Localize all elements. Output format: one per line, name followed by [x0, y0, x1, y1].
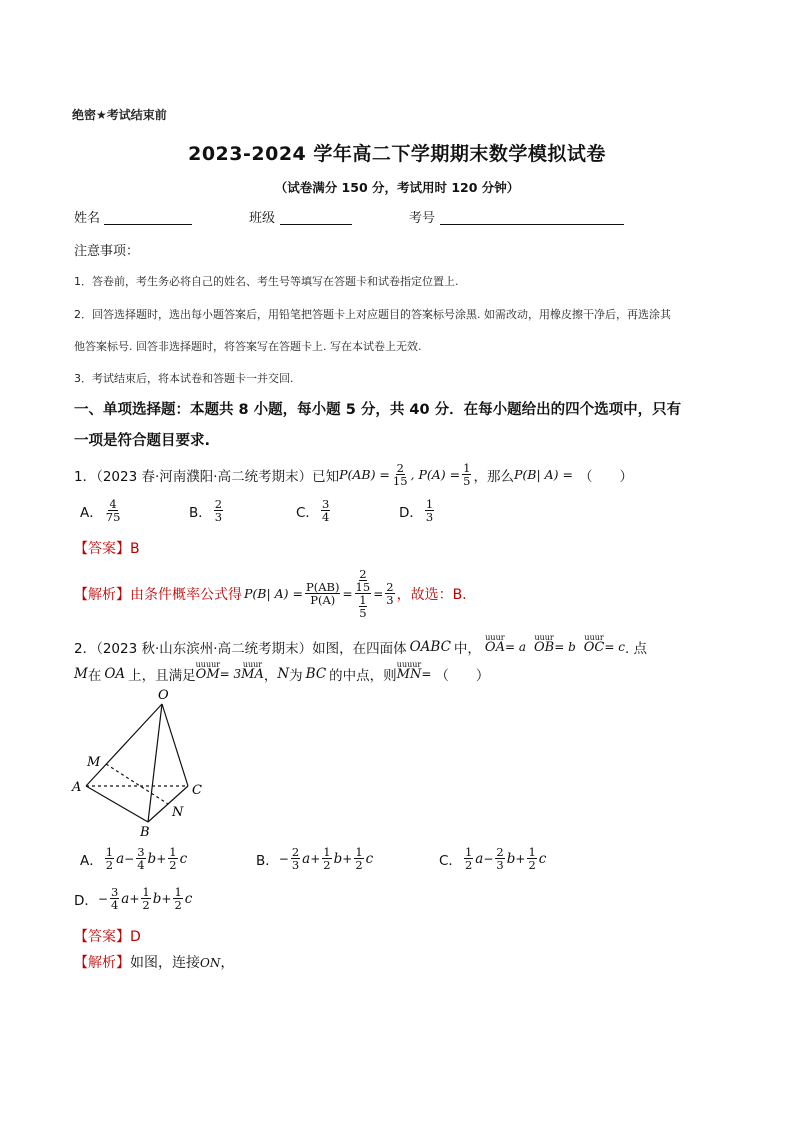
class-label: 班级: [249, 211, 276, 226]
q2-option-b[interactable]: B． − $\frac{2}{3}$ a + $\frac{1}{2}$ b + $\frac{1}{2}$ c: [256, 845, 374, 873]
question-1: [74, 462, 633, 487]
name-field[interactable]: [104, 224, 192, 225]
label-m: M: [87, 755, 101, 770]
id-field[interactable]: [440, 224, 624, 225]
id-label: 考号: [409, 211, 436, 226]
q2-option-d[interactable]: D． − $\frac{3}{4}$ a + $\frac{1}{2}$ b + $\frac{1}{2}$ c: [74, 885, 193, 913]
exam-title: 2023-2024 学年高二下学期期末数学模拟试卷: [188, 143, 606, 165]
q1-option-a[interactable]: A． $\frac{4}{75}$: [80, 497, 121, 525]
edge-ab: [86, 786, 148, 822]
q1-p-ba: P(B| A) =: [513, 467, 573, 483]
label-b: B: [140, 825, 150, 838]
note-item-3: 3．考试结束后，将本试卷和答题卡一并交回.: [74, 372, 294, 385]
note-item-2b: 他答案标号. 回答非选择题时，将答案写在答题卡上. 写在本试卷上无效.: [74, 340, 422, 353]
edge-oa: [86, 704, 162, 786]
name-label: 姓名: [74, 211, 101, 226]
q1-p-a: , P(A) =: [410, 467, 461, 483]
q1-option-c[interactable]: C． $\frac{3}{4}$: [296, 497, 330, 525]
q1-frac-1: $\frac{2}{15}$: [392, 461, 408, 489]
label-n: N: [172, 805, 184, 820]
q2-option-a[interactable]: A． $\frac{1}{2}$ a − $\frac{3}{4}$ b + $\frac{1}{2}$ c: [80, 845, 188, 873]
notes-heading: 注意事项：: [74, 244, 140, 259]
class-field[interactable]: [280, 224, 352, 225]
label-o: O: [158, 688, 169, 703]
q1-paren: （ ）: [578, 468, 633, 485]
q1-prefix: 1．（2023 春·河南濮阳·高二统考期末）已知: [74, 468, 340, 485]
q1-p-ab: P(AB) =: [339, 467, 390, 483]
q2-option-c[interactable]: C． $\frac{1}{2}$ a − $\frac{2}{3}$ b + $\frac{1}{2}$ c: [439, 845, 547, 873]
question-2-line1: 2．（2023 秋·山东滨州·高二统考期末）如图，在四面体 OABC 中， uuur OA = a uuur OB = b uuur OC = c . 点: [74, 632, 648, 657]
edge-ob: [148, 704, 162, 822]
note-item-2a: 2．回答选择题时，选出每小题答案后，用铅笔把答题卡上对应题目的答案标号涂黑. 如需改动，用橡皮擦干净后，再选涂其: [74, 308, 671, 321]
q1-option-b[interactable]: B． $\frac{2}{3}$: [189, 497, 223, 525]
q1-answer: 【答案】B: [74, 541, 140, 557]
q1-analysis: 【解析】 由条件概率公式得 P(B| A) = $\frac{P(AB)}{P(A)}$ = 2 15 1 5 = $\frac{2}{3}$ ，故选：B.: [74, 567, 467, 621]
q1-frac-2: $\frac{1}{5}$: [463, 461, 471, 489]
q2-analysis: 【解析】如图，连接ON，: [74, 955, 235, 971]
label-a: A: [72, 780, 82, 795]
section-heading-line1: 一、单项选择题：本题共 8 小题，每小题 5 分，共 40 分．在每小题给出的四个选项中，只有: [74, 402, 682, 418]
note-item-1: 1．答卷前，考生务必将自己的姓名、考生号等填写在答题卡和试卷指定位置上.: [74, 275, 459, 288]
label-c: C: [192, 783, 202, 798]
exam-subtitle: （试卷满分 150 分，考试用时 120 分钟）: [274, 180, 520, 195]
q1-mid: ，那么: [473, 468, 514, 485]
q1-option-d[interactable]: D． $\frac{1}{3}$: [399, 497, 434, 525]
edge-oc: [162, 704, 188, 786]
section-heading-line2: 一项是符合题目要求.: [74, 433, 211, 449]
confidential-label: 绝密★考试结束前: [72, 108, 167, 122]
question-2-line2: M 在 OA 上，且满足 uuuur OM = 3 uuur MA ， N 为 BC 的中点，则 uuuur MN = （ ）: [74, 659, 490, 684]
tetrahedron-diagram: [70, 686, 220, 838]
q2-answer: 【答案】D: [74, 929, 141, 945]
segment-mn: [106, 764, 168, 804]
